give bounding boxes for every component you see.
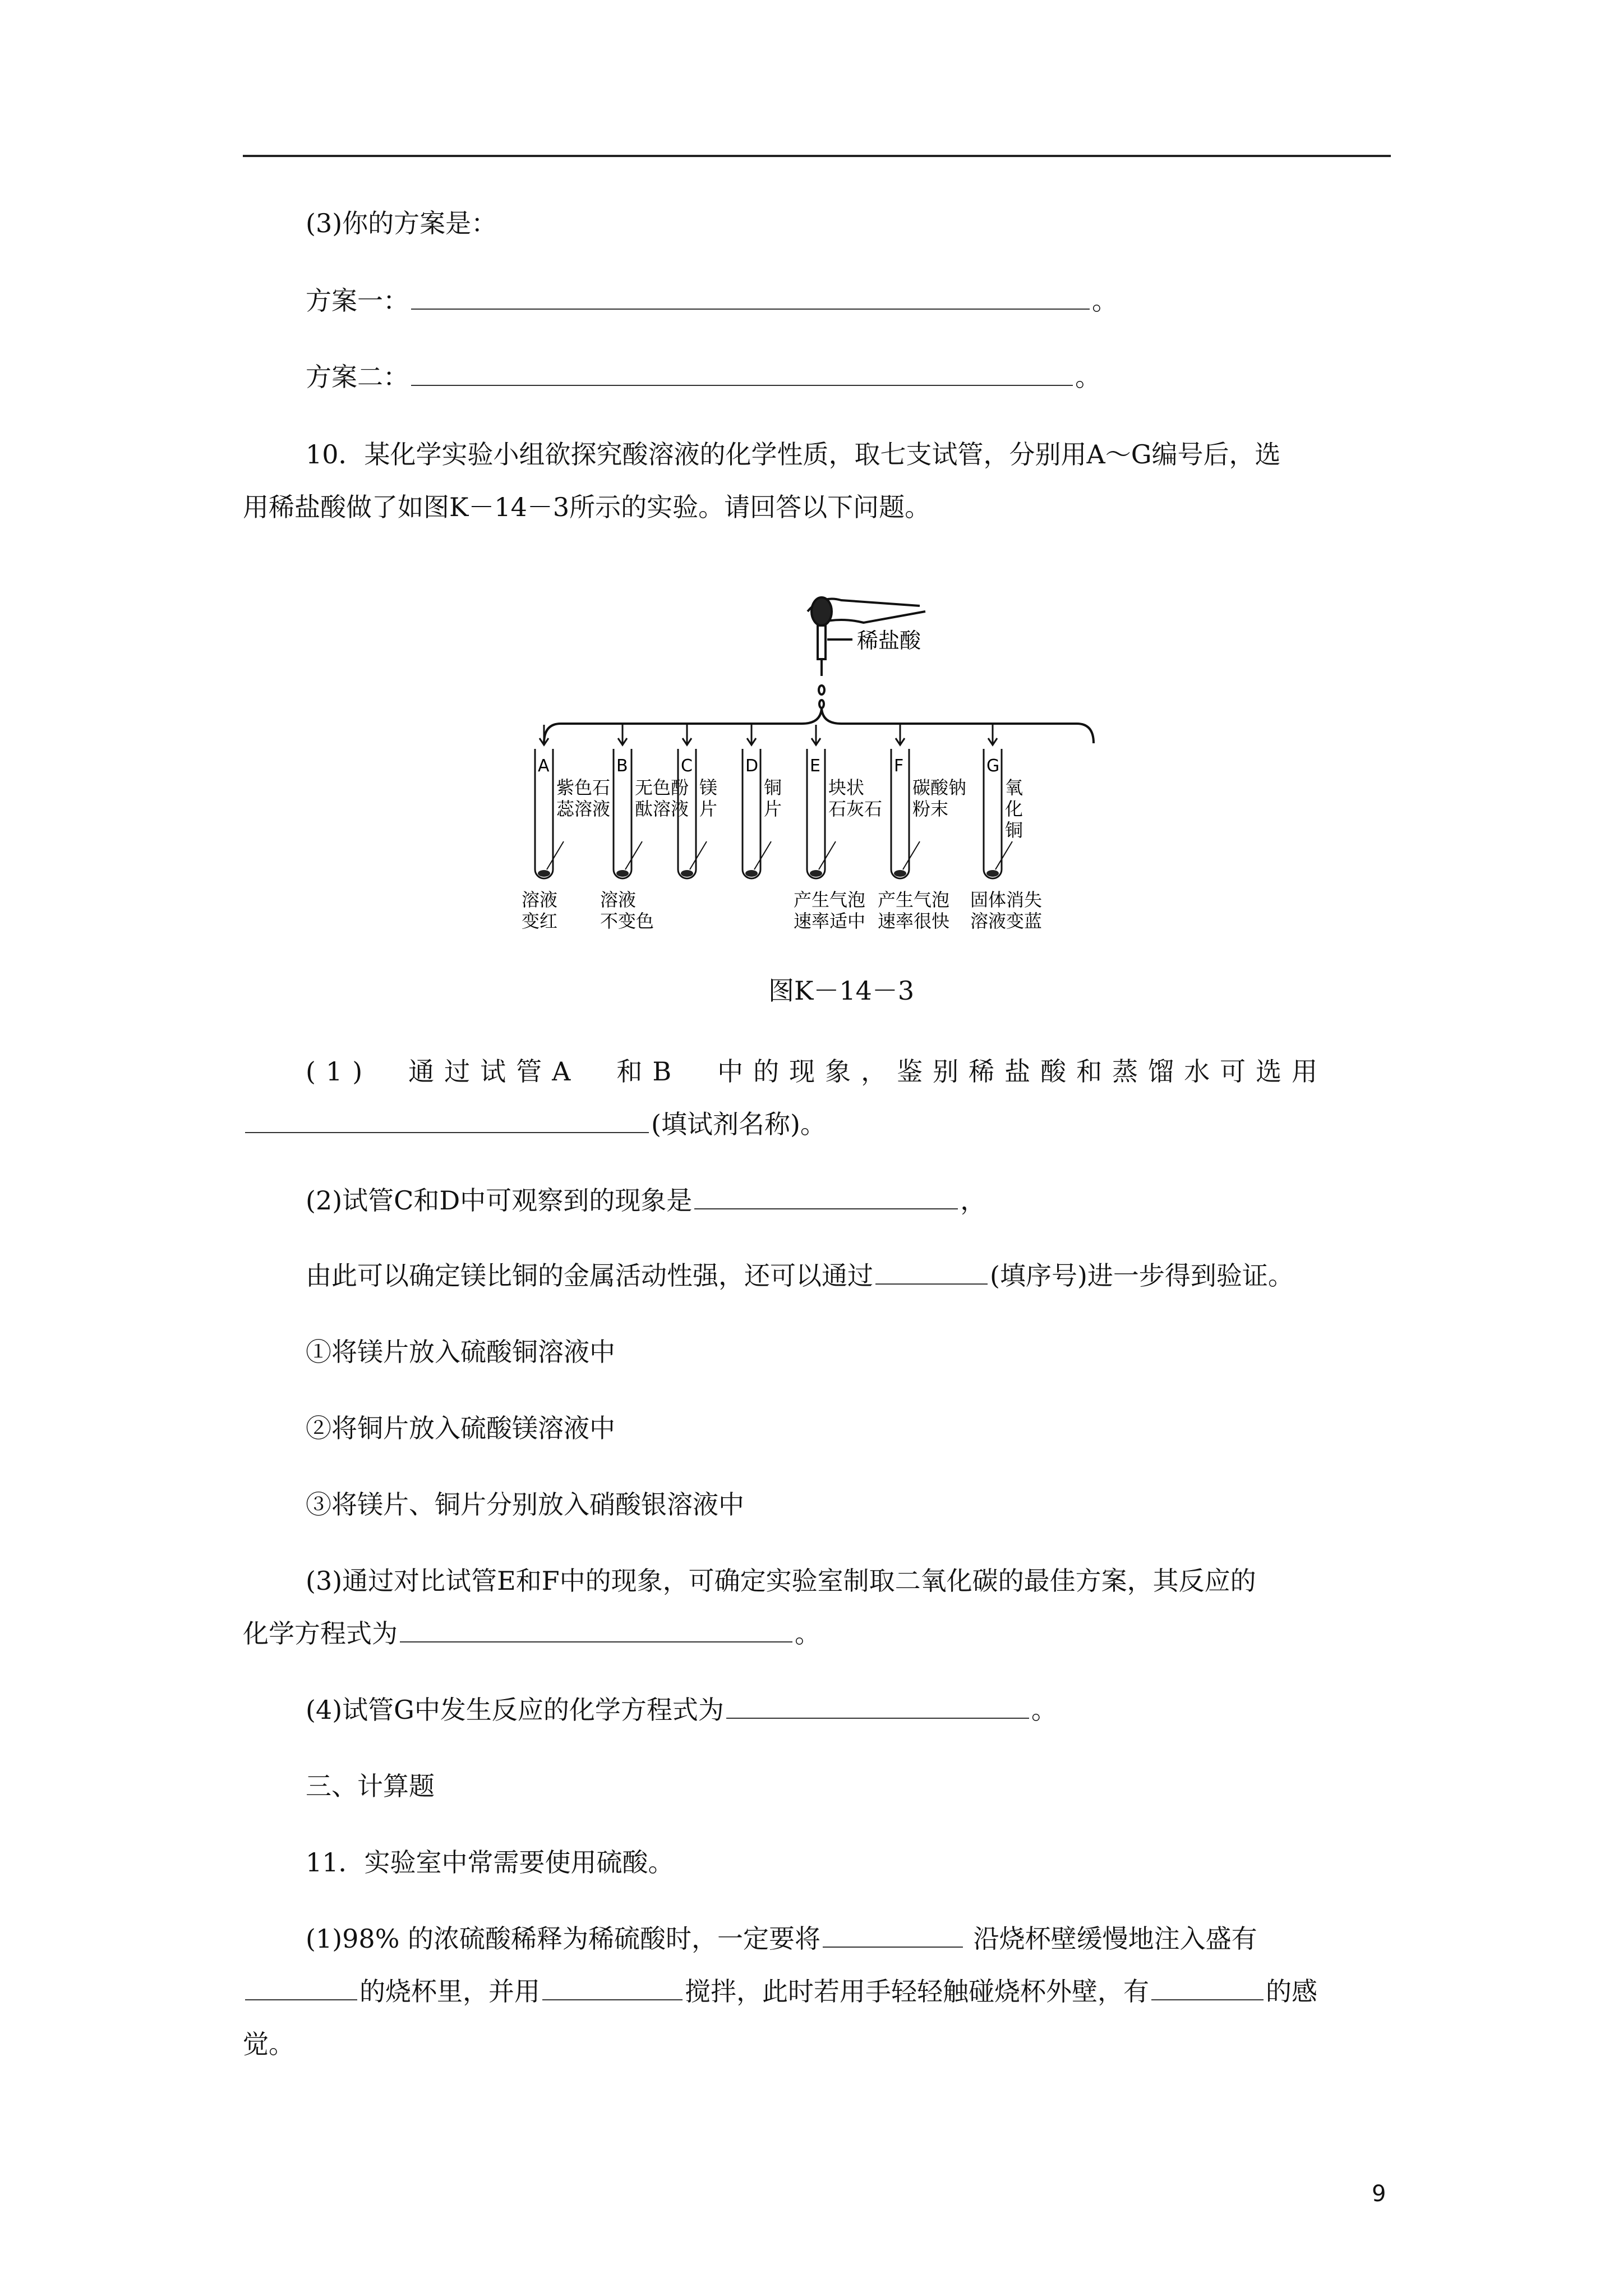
punct: 。 (1031, 1695, 1057, 1725)
distribution-brace (544, 707, 1094, 743)
text-line (243, 1107, 826, 1141)
test-tube-d (743, 725, 782, 878)
text-line (306, 1922, 1257, 1955)
answer-blank[interactable] (245, 1977, 357, 2000)
question-10-part3: (3)通过对比试管E和F中的现象，可确定实验室制取二氧化碳的最佳方案，其反应的 (306, 1566, 1256, 1596)
tube-content-label: 氧 (1005, 777, 1023, 798)
answer-blank[interactable] (245, 1110, 649, 1133)
test-tube-a (522, 725, 610, 932)
text-line (306, 360, 1101, 394)
tube-content-label: 铜 (1005, 820, 1023, 841)
text-line: (3)你的方案是： (306, 208, 497, 238)
question-11: 11．实验室中常需要使用硫酸。 (306, 1847, 674, 1878)
test-tube-b (600, 725, 689, 932)
text-line (306, 1259, 1294, 1292)
question-10-line1: 10．某化学实验小组欲探究酸溶液的化学性质，取七支试管，分别用A～G编号后，选 (306, 439, 1281, 470)
label: 方案一： (306, 286, 409, 316)
test-tube-e (794, 725, 882, 932)
tube-content-label: 镁 (699, 777, 718, 798)
question-text: 搅拌，此时若用手轻轻触碰烧杯外壁，有 (685, 1976, 1149, 2007)
tube-content-label: 酞溶液 (635, 798, 689, 820)
tube-letter: G (986, 756, 1000, 776)
tube-result-label: 溶液 (600, 889, 637, 910)
question-text: (1)98% 的浓硫酸稀释为稀硫酸时，一定要将 (306, 1924, 821, 1954)
answer-blank[interactable] (823, 1924, 963, 1948)
answer-blank[interactable] (411, 362, 1073, 386)
page-number: 9 (1372, 2181, 1386, 2207)
tube-result-label: 固体消失 (970, 889, 1043, 910)
answer-blank[interactable] (875, 1261, 988, 1285)
label: 方案二： (306, 362, 409, 392)
answer-blank[interactable] (400, 1619, 792, 1642)
tube-content-label: 碳酸钠 (912, 777, 967, 798)
hint: (填序号)进一步得到验证。 (990, 1260, 1294, 1291)
tube-result-label: 速率很快 (878, 910, 950, 932)
figure-caption: 图K－14－3 (768, 976, 915, 1006)
tube-letter: F (894, 756, 904, 776)
punct: 。 (1075, 362, 1101, 392)
tube-content-label: 石灰石 (828, 798, 883, 820)
tube-result-label: 产生气泡 (878, 889, 950, 910)
test-tube-f (878, 725, 966, 932)
text-line (243, 1975, 1317, 2008)
option-3: ③将镁片、铜片分别放入硝酸银溶液中 (306, 1489, 744, 1520)
text-line (306, 1184, 986, 1217)
question-text: 由此可以确定镁比铜的金属活动性强，还可以通过 (306, 1260, 873, 1291)
answer-blank[interactable] (542, 1977, 683, 2000)
text-line: 觉。 (243, 2029, 294, 2059)
tube-letter: B (616, 756, 628, 776)
tube-result-label: 变红 (522, 910, 558, 932)
tube-letter: D (745, 756, 759, 776)
text-line (306, 284, 1118, 318)
tube-content-label: 化 (1005, 798, 1023, 820)
experiment-figure (505, 578, 1150, 937)
tube-content-label: 铜 (764, 777, 782, 798)
option-1: ①将镁片放入硫酸铜溶液中 (306, 1337, 615, 1367)
question-text: (4)试管G中发生反应的化学方程式为 (306, 1695, 724, 1725)
tube-content-label: 无色酚 (635, 777, 689, 798)
reagent-label: 稀盐酸 (857, 628, 921, 653)
option-2: ②将铜片放入硫酸镁溶液中 (306, 1413, 615, 1443)
punct: 。 (795, 1618, 820, 1649)
header-rule (243, 155, 1391, 157)
tube-letter: E (810, 756, 820, 776)
answer-blank[interactable] (1151, 1977, 1264, 2000)
text-line (306, 1693, 1057, 1727)
section-heading: 三、计算题 (306, 1771, 435, 1801)
tube-content-label: 片 (764, 798, 782, 820)
tube-result-label: 产生气泡 (794, 889, 866, 910)
question-10-part1: (1) 通过试管A 和B 中的现象，鉴别稀盐酸和蒸馏水可选用 (306, 1056, 1328, 1087)
tube-content-label: 粉末 (912, 798, 949, 820)
question-10-line2: 用稀盐酸做了如图K－14－3所示的实验。请回答以下问题。 (243, 492, 931, 522)
question-text: 沿烧杯壁缓慢地注入盛有 (965, 1924, 1257, 1954)
answer-blank[interactable] (411, 286, 1090, 310)
tube-content-label: 蕊溶液 (556, 798, 611, 820)
question-text: 的烧杯里，并用 (359, 1976, 540, 2007)
question-text: (2)试管C和D中可观察到的现象是 (306, 1185, 693, 1216)
tube-letter: A (538, 756, 550, 776)
tube-letter: C (681, 756, 693, 776)
tube-result-label: 不变色 (600, 910, 654, 932)
tube-content-label: 紫色石 (556, 777, 611, 798)
tube-content-label: 块状 (828, 777, 865, 798)
tube-result-label: 速率适中 (794, 910, 866, 932)
hint: (填试剂名称)。 (651, 1109, 826, 1139)
punct: ， (960, 1185, 986, 1216)
text-line (243, 1617, 820, 1650)
tube-result-label: 溶液 (522, 889, 558, 910)
question-text: 的感 (1266, 1976, 1317, 2007)
test-tube-g (970, 725, 1042, 932)
answer-blank[interactable] (694, 1186, 958, 1209)
tube-content-label: 片 (699, 798, 718, 820)
answer-blank[interactable] (726, 1695, 1029, 1719)
tube-result-label: 溶液变蓝 (970, 910, 1043, 932)
punct: 。 (1092, 286, 1118, 316)
question-text: 化学方程式为 (243, 1618, 398, 1649)
